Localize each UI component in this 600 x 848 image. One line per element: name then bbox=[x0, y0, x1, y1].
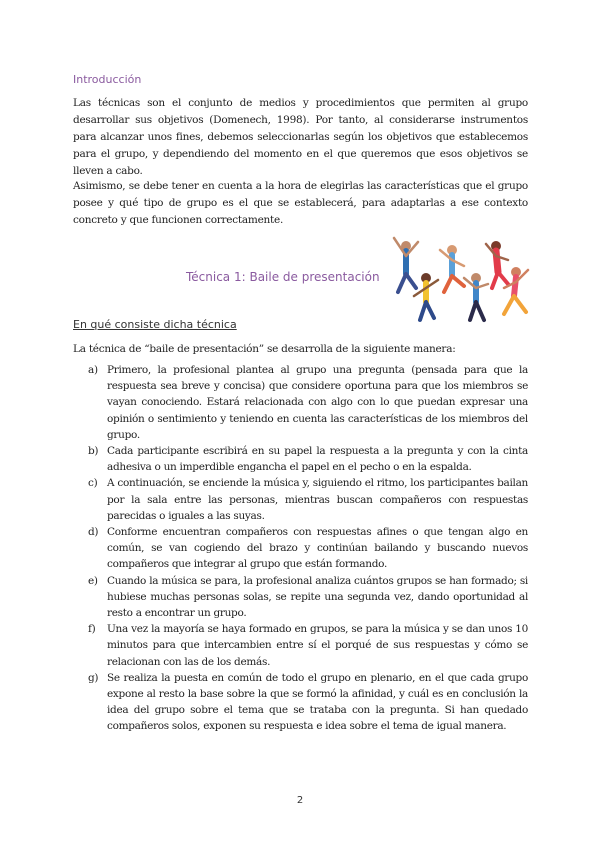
list-marker: b) bbox=[88, 445, 99, 458]
dancer-figure bbox=[464, 273, 488, 320]
list-item-text: Conforme encuentran compañeros con respuestas afines o que tengan algo en común, se van cogiendo del brazo y continúan bailando y buscando nuevos compañeros que integrar al grupo que están formando. bbox=[107, 526, 528, 571]
steps-intro: La técnica de “baile de presentación” se desarrolla de la siguiente manera: bbox=[73, 343, 456, 355]
subheading: En qué consiste dicha técnica bbox=[73, 318, 237, 331]
list-item bbox=[88, 670, 528, 735]
intro-paragraph-2: Asimismo, se debe tener en cuenta a la hora de elegirlas las características que el grupo posee y qué tipo de grupo es el que se establecerá, para adaptarlas a ese contexto concreto y que funcionen correctamente. bbox=[73, 180, 528, 226]
dancer-figure bbox=[394, 238, 418, 292]
page-number: 2 bbox=[296, 795, 304, 806]
dancing-people-illustration bbox=[384, 230, 534, 326]
list-marker: g) bbox=[88, 671, 99, 684]
list-item bbox=[88, 524, 528, 573]
list-marker: f) bbox=[88, 623, 96, 636]
dancer-figure bbox=[486, 241, 508, 288]
list-item-text: Se realiza la puesta en común de todo el grupo en plenario, en el que cada grupo expone al resto la base sobre la que se formó la afinidad, y cuál es en conclusión la idea del grupo sobre el tema que se trataba con la pregunta. Si han quedado compañeros solos, exponen su respuesta e idea sobre el tema de igual manera. bbox=[107, 671, 528, 733]
list-item-text: Una vez la mayoría se haya formado en grupos, se para la música y se dan unos 10 minutos para que intercambien entre sí el porqué de sus respuestas y cómo se relacionan con las de los demás. bbox=[107, 623, 528, 668]
list-marker: a) bbox=[88, 364, 98, 376]
technique-title: Técnica 1: Baile de presentación bbox=[186, 270, 380, 284]
intro-paragraph-1: Las técnicas son el conjunto de medios y procedimientos que permiten al grupo desarrollar sus objetivos (Domenech, 1998). Por tanto, al considerarse instrumentos para alcanzar unos fines, debemos seleccionarlas según los objetivos que establecemos para el grupo, y dependiendo del momento en el que queremos que esos objetivos se lleven a cabo. bbox=[73, 97, 528, 177]
list-item bbox=[88, 573, 528, 622]
dancer-figure bbox=[414, 273, 438, 320]
list-item bbox=[88, 621, 528, 670]
list-item bbox=[88, 362, 528, 443]
list-marker: d) bbox=[88, 526, 99, 539]
list-item-text: Primero, la profesional plantea al grupo una pregunta (pensada para que la respuesta sea breve y concisa) que considere oportuna para que los miembros se vayan conociendo. Estará relacionada con algo con lo que puedan expresar una opinión o sentimiento y teniendo en cuenta las características de los miembros del grupo. bbox=[107, 364, 528, 441]
list-item-text: Cada participante escribirá en su papel la respuesta a la pregunta y con la cinta adhesiva o un imperdible engancha el papel en el pecho o en la espalda. bbox=[107, 445, 528, 474]
list-item-text: Cuando la música se para, la profesional analiza cuántos grupos se han formado; si hubiese muchas personas solas, se repite una segunda vez, dando oportunidad al resto a encontrar un grupo. bbox=[107, 574, 528, 620]
list-item bbox=[88, 475, 528, 524]
list-marker: e) bbox=[88, 574, 98, 587]
dancer-figure bbox=[504, 267, 528, 314]
intro-heading: Introducción bbox=[73, 73, 142, 86]
list-item bbox=[88, 443, 528, 475]
list-item-text: A continuación, se enciende la música y, siguiendo el ritmo, los participantes bailan por la sala entre las personas, mientras buscan compañeros con respuestas parecidas o iguales a las suyas. bbox=[107, 477, 528, 522]
steps-list bbox=[88, 362, 528, 735]
dancer-figure bbox=[440, 245, 464, 292]
list-marker: c) bbox=[88, 477, 98, 490]
